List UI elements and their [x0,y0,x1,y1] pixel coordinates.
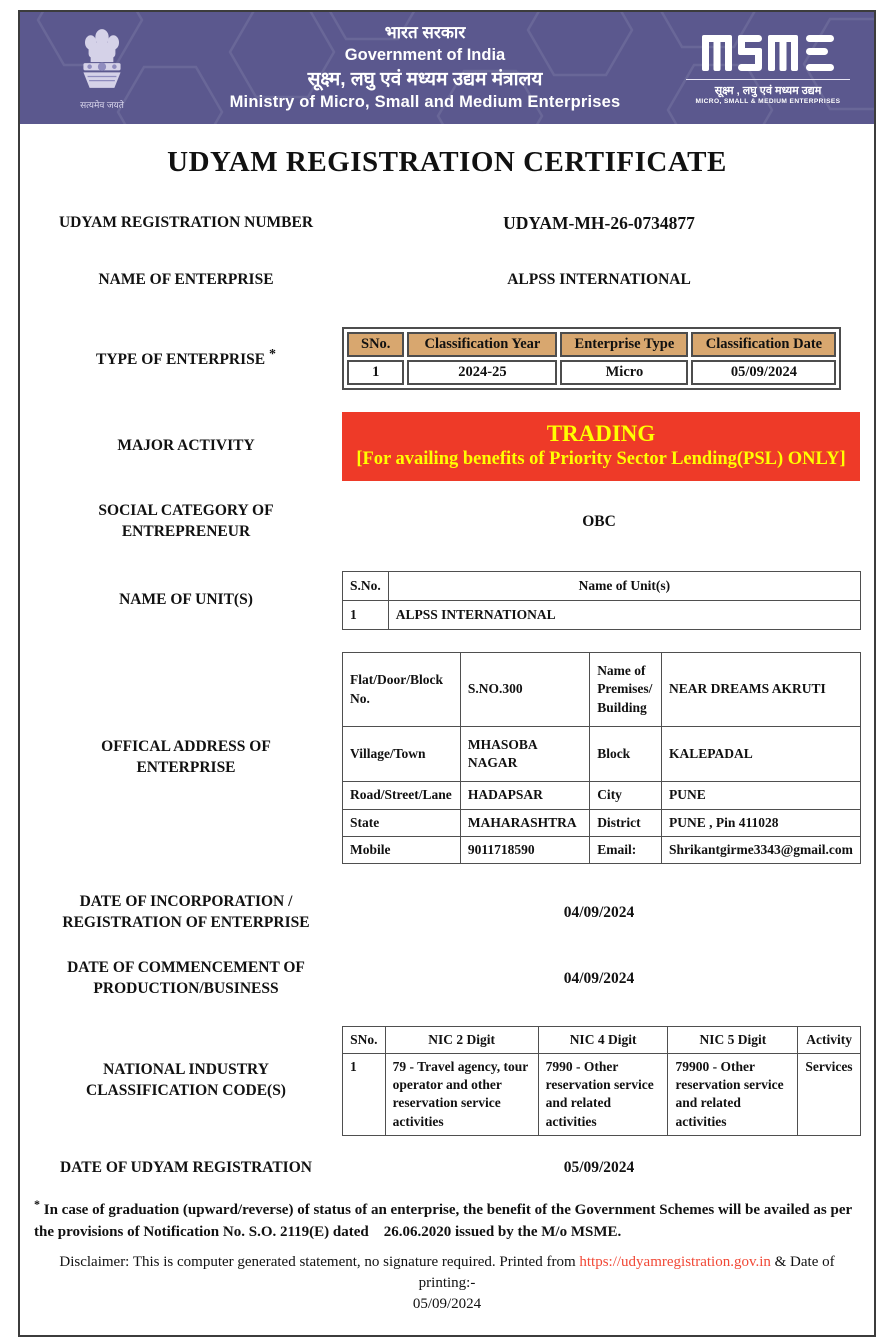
address-value: HADAPSAR [460,782,589,809]
type-of-enterprise-label-text: TYPE OF ENTERPRISE [96,351,269,369]
column-header: Classification Date [691,332,836,357]
footnote-marker: * [34,1196,40,1211]
units-row [20,571,874,630]
major-activity-note: [For availing benefits of Priority Sector Lending(PSL) ONLY] [356,448,846,469]
commencement-date-label: DATE OF COMMENCEMENT OF PRODUCTION/BUSINESS [67,958,305,997]
address-label: OFFICAL ADDRESS OF ENTERPRISE [101,738,271,777]
government-of-india-hindi: भारत सरकार [384,23,466,43]
major-activity-value: TRADING [546,420,656,446]
table-cell: ALPSS INTERNATIONAL [388,600,860,629]
table-header-row [347,332,836,357]
address-value: KALEPADAL [661,726,860,781]
address-row [20,652,874,864]
major-activity-row [20,412,874,481]
address-key: Village/Town [343,726,461,781]
social-category-value: OBC [582,512,616,530]
address-value: PUNE , Pin 411028 [661,809,860,836]
ashoka-lion-capital-icon [69,25,135,95]
nic-label: NATIONAL INDUSTRY CLASSIFICATION CODE(S) [86,1060,286,1099]
column-header: NIC 2 Digit [385,1026,538,1053]
table-cell: 79900 - Other reservation service and related activities [668,1053,798,1135]
address-key: Road/Street/Lane [343,782,461,809]
social-category-label: SOCIAL CATEGORY OF ENTREPRENEUR [98,501,274,540]
units-table-wrap [336,571,862,630]
msme-logo-english: MICRO, SMALL & MEDIUM ENTERPRISES [695,98,841,105]
address-table-wrap [336,652,862,864]
ministry-english: Ministry of Micro, Small and Medium Enterprises [229,92,621,111]
table-row [343,809,861,836]
header-titles [166,22,684,113]
table-cell: 7990 - Other reservation service and related activities [538,1053,668,1135]
certificate-title: UDYAM REGISTRATION CERTIFICATE [167,146,727,178]
column-header: NIC 4 Digit [538,1026,668,1053]
table-cell: 1 [347,360,404,385]
column-header: Enterprise Type [560,332,688,357]
nic-table [342,1026,861,1136]
address-value: MHASOBA NAGAR [460,726,589,781]
table-row [343,653,861,727]
address-key: Mobile [343,836,461,863]
type-of-enterprise-row [20,327,874,390]
address-key: Email: [590,836,662,863]
table-row [343,726,861,781]
units-table [342,571,861,630]
table-cell: 1 [343,600,389,629]
enterprise-name-value: ALPSS INTERNATIONAL [507,271,691,289]
certificate-border-box [18,10,876,1337]
address-value: MAHARASHTRA [460,809,589,836]
disclaimer-suffix: & Date of printing:- [418,1253,835,1292]
ministry-hindi: सूक्ष्म, लघु एवं मध्यम उद्यम मंत्रालय [307,68,543,90]
column-header: NIC 5 Digit [668,1026,798,1053]
table-row [343,782,861,809]
udyam-date-label: DATE OF UDYAM REGISTRATION [60,1158,312,1176]
enterprise-name-label: NAME OF ENTERPRISE [98,271,274,288]
disclaimer [30,1252,864,1296]
table-row [347,360,836,385]
incorporation-date-label: DATE OF INCORPORATION / REGISTRATION OF ENTERPRISE [62,892,310,931]
commencement-date-row [20,958,874,1000]
table-row [343,1053,861,1135]
type-of-enterprise-table [342,327,841,390]
msme-logo-divider [686,79,850,80]
emblem-of-india [38,25,166,111]
government-header-band [20,12,874,124]
incorporation-date-value: 04/09/2024 [563,903,635,921]
address-value: PUNE [661,782,860,809]
units-label: NAME OF UNIT(S) [119,591,253,609]
major-activity-value-wrap [336,412,862,481]
table-cell: 05/09/2024 [691,360,836,385]
msme-logo-hindi: सूक्ष्म , लघु एवं मध्यम उद्यम [714,85,822,97]
urn-row [20,213,874,234]
footnote-text: In case of graduation (upward/reverse) of status of an enterprise, the benefit of the Government Schemes will be availed as per the provisions of Notification No. S.O. 2119(E) dated 26.06.2020 issued by the M/o MSME. [34,1201,856,1241]
footnote-asterisk-marker: * [268,346,276,362]
address-value: NEAR DREAMS AKRUTI [661,653,860,727]
type-of-enterprise-label [36,346,336,371]
address-key: State [343,809,461,836]
address-value: S.NO.300 [460,653,589,727]
udyam-date-value: 05/09/2024 [563,1159,635,1177]
table-row [343,600,861,629]
address-value: Shrikantgirme3343@gmail.com [661,836,860,863]
address-value: 9011718590 [460,836,589,863]
udyam-registration-link[interactable]: https://udyamregistration.gov.in [579,1253,771,1270]
urn-label: UDYAM REGISTRATION NUMBER [58,214,314,232]
type-of-enterprise-table-wrap [336,327,862,390]
udyam-date-row [20,1158,874,1179]
major-activity-label: MAJOR ACTIVITY [117,436,255,454]
government-of-india-english: Government of India [344,45,506,64]
column-header: S.No. [343,571,389,600]
printing-date: 05/09/2024 [412,1296,482,1313]
social-category-row [20,501,874,543]
graduation-footnote [34,1195,860,1244]
incorporation-date-row [20,892,874,934]
msme-wordmark-icon [702,31,834,71]
enterprise-name-row [20,270,874,291]
address-key: Name of Premises/ Building [590,653,662,727]
column-header: Classification Year [407,332,557,357]
table-cell: 2024-25 [407,360,557,385]
commencement-date-value: 04/09/2024 [563,969,635,987]
major-activity-banner [342,412,860,481]
msme-logo [684,31,852,105]
emblem-motto: सत्यमेव जयते [80,100,124,110]
nic-table-wrap [336,1026,862,1136]
table-cell: Micro [560,360,688,385]
address-table [342,652,861,864]
address-key: District [590,809,662,836]
table-cell: 79 - Travel agency, tour operator and other reservation service activities [385,1053,538,1135]
disclaimer-prefix: Disclaimer: This is computer generated statement, no signature required. Printed from [59,1253,580,1270]
table-cell: Services [798,1053,861,1135]
column-header: Activity [798,1026,861,1053]
table-header-row [343,1026,861,1053]
address-key: Block [590,726,662,781]
nic-row [20,1026,874,1136]
address-key: Flat/Door/Block No. [343,653,461,727]
column-header: SNo. [343,1026,386,1053]
column-header: SNo. [347,332,404,357]
column-header: Name of Unit(s) [388,571,860,600]
table-header-row [343,571,861,600]
urn-value: UDYAM-MH-26-0734877 [503,213,695,233]
address-key: City [590,782,662,809]
table-row [343,836,861,863]
table-cell: 1 [343,1053,386,1135]
